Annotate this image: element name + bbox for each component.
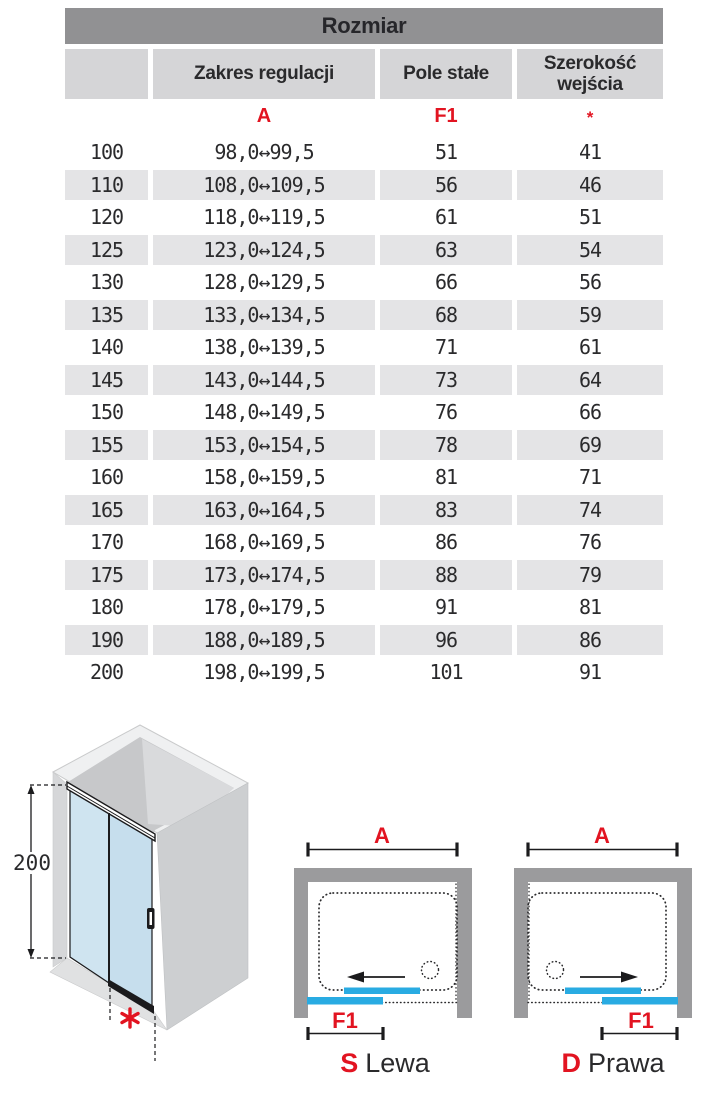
row-data-value: 91 <box>578 660 602 685</box>
row-size-value: 125 <box>65 235 148 266</box>
row-data-value: 153,0↔154,5 <box>153 430 375 461</box>
row-data-value: 56 <box>578 270 602 295</box>
row-data-value: 143,0↔144,5 <box>153 365 375 396</box>
sliding-panel-bar <box>565 988 641 995</box>
column-header-szerokosc: Szerokość wejścia <box>517 49 663 99</box>
row-data-value: 64 <box>517 365 663 396</box>
row-data-value: 118,0↔119,5 <box>203 205 325 230</box>
row-size-value: 150 <box>89 400 124 425</box>
row-data-value: 86 <box>434 530 458 555</box>
arrow-up-icon <box>28 785 35 794</box>
shower-tray-outline <box>528 893 666 990</box>
row-data-value: 173,0↔174,5 <box>153 560 375 591</box>
row-data-value: 81 <box>578 595 602 620</box>
arrow-down-icon <box>28 949 35 958</box>
row-data-value: 71 <box>578 465 602 490</box>
size-table <box>65 8 663 688</box>
row-size-value: 100 <box>89 140 124 165</box>
glass-panel-fixed <box>70 790 109 983</box>
row-data-value: 69 <box>517 430 663 461</box>
row-data-value: 88 <box>380 560 512 591</box>
row-size-value: 160 <box>89 465 124 490</box>
row-data-value: 158,0↔159,5 <box>203 465 325 490</box>
drain-icon <box>547 962 564 979</box>
row-data-value: 63 <box>380 235 512 266</box>
row-data-value: 83 <box>380 495 512 526</box>
f1-label: F1 <box>628 1008 654 1033</box>
row-data-value: 68 <box>380 300 512 331</box>
row-data-value: 76 <box>434 400 458 425</box>
row-size-value: 175 <box>65 560 148 591</box>
row-data-value: 148,0↔149,5 <box>203 400 325 425</box>
row-size-value: 110 <box>65 170 148 201</box>
row-data-value: 54 <box>517 235 663 266</box>
fixed-panel-bar <box>602 997 678 1005</box>
row-data-value: 188,0↔189,5 <box>153 625 375 656</box>
shower-tray-outline <box>319 893 457 990</box>
row-data-value: 133,0↔134,5 <box>153 300 375 331</box>
row-data-value: 73 <box>380 365 512 396</box>
symbol-cell-star: * <box>586 108 594 127</box>
arrow-left-icon <box>347 972 364 983</box>
row-data-value: 98,0↔99,5 <box>214 140 314 165</box>
row-size-value: 120 <box>89 205 124 230</box>
symbol-cell-empty <box>65 101 148 135</box>
row-data-value: 66 <box>578 400 602 425</box>
fixed-panel-bar <box>307 997 383 1005</box>
column-header-size <box>65 49 148 99</box>
row-data-value: 163,0↔164,5 <box>153 495 375 526</box>
door-handle-slot <box>150 912 153 925</box>
left-wall-face <box>53 772 67 967</box>
row-data-value: 79 <box>517 560 663 591</box>
row-data-value: 128,0↔129,5 <box>203 270 325 295</box>
row-size-value: 180 <box>89 595 124 620</box>
symbol-cell-a: A <box>256 105 272 127</box>
row-data-value: 74 <box>517 495 663 526</box>
row-data-value: 56 <box>380 170 512 201</box>
row-data-value: 91 <box>434 595 458 620</box>
glass-panel-sliding <box>109 813 152 1010</box>
row-data-value: 61 <box>434 205 458 230</box>
width-a-label: A <box>374 823 390 848</box>
row-data-value: 76 <box>578 530 602 555</box>
row-data-value: 59 <box>517 300 663 331</box>
row-size-value: 190 <box>65 625 148 656</box>
drain-icon <box>422 962 439 979</box>
plan-view-left <box>285 820 485 1085</box>
row-size-value: 200 <box>89 660 124 685</box>
row-data-value: 96 <box>380 625 512 656</box>
sliding-panel-bar <box>344 988 420 995</box>
row-data-value: 81 <box>434 465 458 490</box>
column-header-zakres: Zakres regulacji <box>153 49 375 99</box>
row-data-value: 51 <box>434 140 458 165</box>
row-size-value: 145 <box>65 365 148 396</box>
row-data-value: 71 <box>434 335 458 360</box>
variant-label-right: D Prawa <box>561 1048 665 1078</box>
row-data-value: 41 <box>578 140 602 165</box>
row-data-value: 78 <box>380 430 512 461</box>
row-data-value: 123,0↔124,5 <box>153 235 375 266</box>
arrow-right-icon <box>621 972 638 983</box>
row-size-value: 170 <box>89 530 124 555</box>
row-size-value: 130 <box>89 270 124 295</box>
row-data-value: 86 <box>517 625 663 656</box>
row-data-value: 138,0↔139,5 <box>203 335 325 360</box>
row-size-value: 140 <box>89 335 124 360</box>
symbol-cell-f1: F1 <box>434 105 458 127</box>
row-data-value: 46 <box>517 170 663 201</box>
size-table-grid <box>65 49 663 688</box>
row-data-value: 61 <box>578 335 602 360</box>
row-data-value: 51 <box>578 205 602 230</box>
plan-view-right <box>505 820 705 1085</box>
table-title: Rozmiar <box>65 8 663 44</box>
height-label: 200 <box>13 851 51 875</box>
width-a-label: A <box>594 823 610 848</box>
row-data-value: 101 <box>429 660 463 685</box>
row-data-value: 198,0↔199,5 <box>203 660 325 685</box>
row-data-value: 108,0↔109,5 <box>153 170 375 201</box>
variant-label-left: S Lewa <box>340 1048 430 1078</box>
row-size-value: 155 <box>65 430 148 461</box>
isometric-shower-diagram <box>8 722 268 1082</box>
row-size-value: 135 <box>65 300 148 331</box>
row-data-value: 178,0↔179,5 <box>203 595 325 620</box>
niche-walls <box>294 868 472 1018</box>
row-data-value: 66 <box>434 270 458 295</box>
f1-label: F1 <box>332 1008 358 1033</box>
row-data-value: 168,0↔169,5 <box>203 530 325 555</box>
column-header-pole-stale: Pole stałe <box>380 49 512 99</box>
row-size-value: 165 <box>65 495 148 526</box>
